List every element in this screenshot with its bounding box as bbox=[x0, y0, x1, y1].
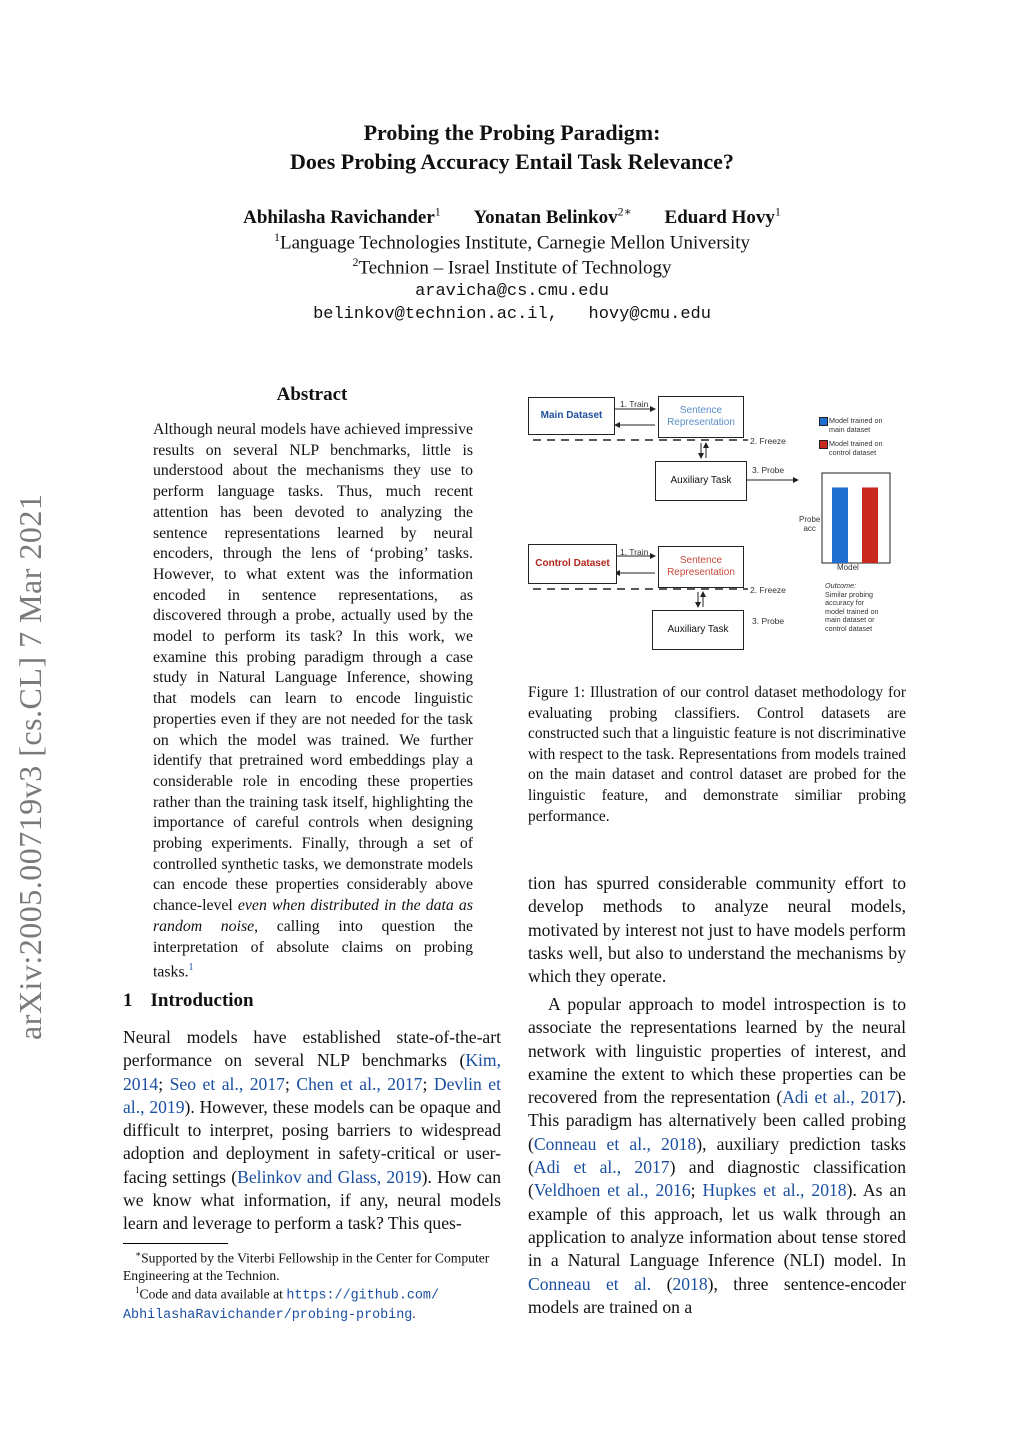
outcome-text: Similar probing bbox=[825, 589, 873, 599]
abstract-text-end: , calling into question the interpretation of absolute claims on probing tasks. bbox=[153, 917, 473, 981]
affiliation-text: Language Technologies Institute, Carnegie Mellon University bbox=[279, 232, 751, 254]
abstract-text: Although neural models have achieved impressive results on several NLP benchmarks, little is understood about the mechanisms they use to perform language tasks. Thus, much recent attention has been devoted to analyzing the sentence representations learned by neural encoders, through the lens of ‘probing’ tasks. However, to what extent was the information encoded in sentence representations, as discovered through a probe, actually used by the model to perform its task? In this work, we examine this probing paradigm through a case study in Natural Language Inference, showing that models can learn to encode linguistic properties even if they are not needed for the task on which the model was trained. We further identify that pretrained word embeddings play a considerable role in encoding these properties rather than the training task itself, highlighting the importance of careful controls when designing probing experiments. Finally, through a set of controlled synthetic tasks, we demonstrate models can encode these properties considerably above chance-level bbox=[153, 421, 473, 915]
citation-link[interactable]: Veldhoen et al., 2016 bbox=[533, 1180, 691, 1201]
body-text: ( bbox=[651, 1273, 673, 1294]
sentence-representation-box-control bbox=[658, 546, 744, 588]
intro-text: ). How can we know what information, if any, neural models learn and leverage to perform a task? This ques- bbox=[123, 1166, 501, 1234]
affiliation-sup: 1 bbox=[273, 230, 280, 244]
bar-model-control bbox=[862, 487, 878, 563]
body-text: ) and diagnostic classification ( bbox=[528, 1157, 906, 1201]
affiliation-1 bbox=[0, 230, 1024, 254]
main-dataset-box bbox=[528, 397, 615, 435]
code-url-link[interactable]: AbhilashaRavichander/probing-probing bbox=[123, 1307, 413, 1323]
auxiliary-task-box-control bbox=[652, 610, 744, 650]
introduction-paragraph bbox=[123, 1026, 501, 1236]
legend-swatch-control bbox=[819, 440, 828, 449]
footnote-mark: ∗ bbox=[135, 1249, 142, 1259]
title-line-1: Probing the Probing Paradigm: bbox=[363, 120, 661, 145]
footnote-link[interactable]: 1 bbox=[188, 962, 194, 974]
body-text: ), three sentence-encoder models are trained on a bbox=[528, 1273, 906, 1317]
author-2 bbox=[474, 207, 632, 228]
affiliation-text: Technion – Israel Institute of Technology bbox=[358, 257, 672, 279]
sep: ; bbox=[284, 1073, 297, 1094]
footnote-mark: 1 bbox=[135, 1285, 140, 1295]
freeze-label: 2. Freeze bbox=[750, 436, 786, 446]
citation-link[interactable]: Adi et al., 2017 bbox=[533, 1157, 670, 1178]
citation-link[interactable]: Conneau et al., 2018 bbox=[533, 1133, 697, 1154]
sep: ; bbox=[422, 1073, 434, 1094]
author-sup: 1 bbox=[774, 205, 781, 219]
legend-text: control dataset bbox=[829, 447, 877, 457]
auxiliary-task-label: Auxiliary Task bbox=[670, 475, 732, 486]
code-url-link[interactable]: https://github.com/ bbox=[286, 1288, 440, 1304]
intro-text: Neural models have established state-of-the-art performance on several NLP benchmarks ( bbox=[123, 1027, 501, 1071]
email-line-2: belinkov@technion.ac.il, hovy@cmu.edu bbox=[313, 305, 711, 324]
email-line-1: aravicha@cs.cmu.edu bbox=[415, 282, 609, 301]
right-paragraph-1: tion has spurred considerable community effort to develop methods to analyze neural models, motivated by interest not just to have models perform tasks well, but also to understand the mechanisms by which they operate. bbox=[528, 873, 906, 987]
citation-link[interactable]: Chen et al., 2017 bbox=[296, 1073, 423, 1094]
legend-control bbox=[829, 440, 883, 457]
arxiv-stamp: arXiv:2005.00719v3 [cs.CL] 7 Mar 2021 bbox=[12, 493, 48, 1040]
citation-link[interactable]: Belinkov and Glass, 2019 bbox=[237, 1166, 422, 1187]
outcome-text: model trained on bbox=[825, 606, 879, 616]
legend-text: main dataset bbox=[829, 424, 871, 434]
footnote-star bbox=[123, 1246, 503, 1284]
sentence-representation-label bbox=[667, 405, 735, 429]
figure-1-caption: Figure 1: Illustration of our control dataset methodology for evaluating probing classifiers. Control datasets are constructed such that a linguistic feature is not discriminative with respect to the task. Representations from models trained on the main dataset and control dataset are probed for the linguistic feature, and demonstrate similiar probing performance. bbox=[528, 684, 906, 825]
outcome-text: control dataset bbox=[825, 623, 873, 633]
body-text: A popular approach to model introspection is to associate the representations learned by the neural network with linguistic properties of interest, and examine the extent to which these properties can be recovered from the representation ( bbox=[528, 994, 906, 1108]
main-dataset-label: Main Dataset bbox=[540, 410, 603, 421]
legend-text: Model trained on bbox=[829, 416, 883, 425]
citation-link[interactable]: Adi et al., 2017 bbox=[782, 1087, 896, 1108]
footnote-text: Supported by the Viterbi Fellowship in the Center for Computer Engineering at the Technion. bbox=[123, 1250, 490, 1283]
sep: ; bbox=[690, 1180, 703, 1201]
figure-1 bbox=[523, 390, 915, 650]
probe-label: 3. Probe bbox=[752, 465, 785, 475]
outcome-text: accuracy for bbox=[825, 598, 865, 607]
legend-text: Model trained on bbox=[829, 439, 883, 448]
bar-model-main bbox=[832, 487, 848, 563]
abstract-body bbox=[153, 420, 473, 983]
freeze-label-control: 2. Freeze bbox=[750, 585, 786, 595]
train-label-control: 1. Train bbox=[620, 547, 649, 557]
citation-link[interactable]: Kim, 2014 bbox=[123, 1050, 501, 1094]
author-name: Eduard Hovy bbox=[664, 207, 775, 229]
sr-line-1: Sentence bbox=[679, 555, 723, 566]
control-dataset-label: Control Dataset bbox=[535, 558, 610, 569]
paper-title bbox=[0, 118, 1024, 176]
author-name: Yonatan Belinkov bbox=[473, 207, 618, 229]
body-text: ), auxiliary prediction tasks ( bbox=[528, 1133, 906, 1178]
outcome-label: Outcome: bbox=[825, 581, 857, 590]
citation-link[interactable]: Devlin et al., 2019 bbox=[123, 1073, 501, 1117]
footnote-text: . bbox=[412, 1305, 416, 1321]
right-paragraph-2 bbox=[528, 993, 906, 1319]
ylabel-line: Probe bbox=[799, 515, 821, 524]
body-text: ). As an example of this approach, let us walk through an application to analyze information about tense stored in a Natural Language Inference (NLI) model. In bbox=[528, 1180, 906, 1271]
author-name: Abhilasha Ravichander bbox=[243, 207, 435, 229]
sentence-representation-box bbox=[658, 396, 744, 438]
author-list bbox=[0, 205, 1024, 229]
sentence-representation-label bbox=[667, 555, 735, 579]
affiliation-sup: 2 bbox=[352, 255, 359, 269]
author-3 bbox=[665, 207, 781, 228]
citation-link[interactable]: Conneau et al. bbox=[528, 1273, 652, 1294]
legend-swatch-main bbox=[819, 417, 828, 426]
ylabel-line: acc bbox=[803, 523, 816, 533]
sr-line-2: Representation bbox=[667, 417, 735, 428]
section-title: Introduction bbox=[150, 990, 254, 1011]
section-number: 1 bbox=[123, 990, 133, 1011]
legend-main bbox=[829, 417, 883, 434]
abstract-heading: Abstract bbox=[276, 384, 348, 405]
intro-text: ). However, these models can be opaque and difficult to interpret, posing barriers to widespread adoption and deployment in safety-critical or user-facing settings ( bbox=[123, 1096, 501, 1187]
y-axis-label bbox=[799, 516, 820, 533]
abstract-italic: even when distributed in the data as random noise bbox=[153, 897, 473, 935]
outcome-text: main dataset or bbox=[825, 615, 875, 624]
footnote-text: Code and data available at bbox=[139, 1286, 287, 1302]
author-1 bbox=[243, 207, 441, 228]
auxiliary-task-box bbox=[655, 461, 747, 501]
citation-link[interactable]: Hupkes et al., 2018 bbox=[702, 1180, 847, 1201]
sr-line-1: Sentence bbox=[679, 405, 723, 416]
sr-line-2: Representation bbox=[667, 567, 735, 578]
citation-link[interactable]: 2018 bbox=[672, 1273, 708, 1294]
citation-link[interactable]: Seo et al., 2017 bbox=[169, 1073, 285, 1094]
outcome-note bbox=[825, 582, 879, 633]
author-sup: 2∗ bbox=[617, 205, 632, 219]
section-heading-introduction bbox=[123, 990, 254, 1012]
footnote-rule bbox=[123, 1243, 228, 1244]
x-axis-label: Model bbox=[837, 563, 859, 572]
body-text: ). This paradigm has alternatively been called probing ( bbox=[528, 1087, 906, 1154]
train-label: 1. Train bbox=[620, 399, 649, 409]
author-sup: 1 bbox=[434, 205, 441, 219]
control-dataset-box bbox=[528, 544, 617, 584]
title-line-2: Does Probing Accuracy Entail Task Relevance? bbox=[290, 149, 734, 174]
probe-label-control: 3. Probe bbox=[752, 616, 785, 626]
affiliation-2 bbox=[0, 255, 1024, 279]
sep: ; bbox=[158, 1073, 170, 1094]
footnote-1 bbox=[123, 1282, 503, 1324]
auxiliary-task-label: Auxiliary Task bbox=[667, 624, 729, 635]
